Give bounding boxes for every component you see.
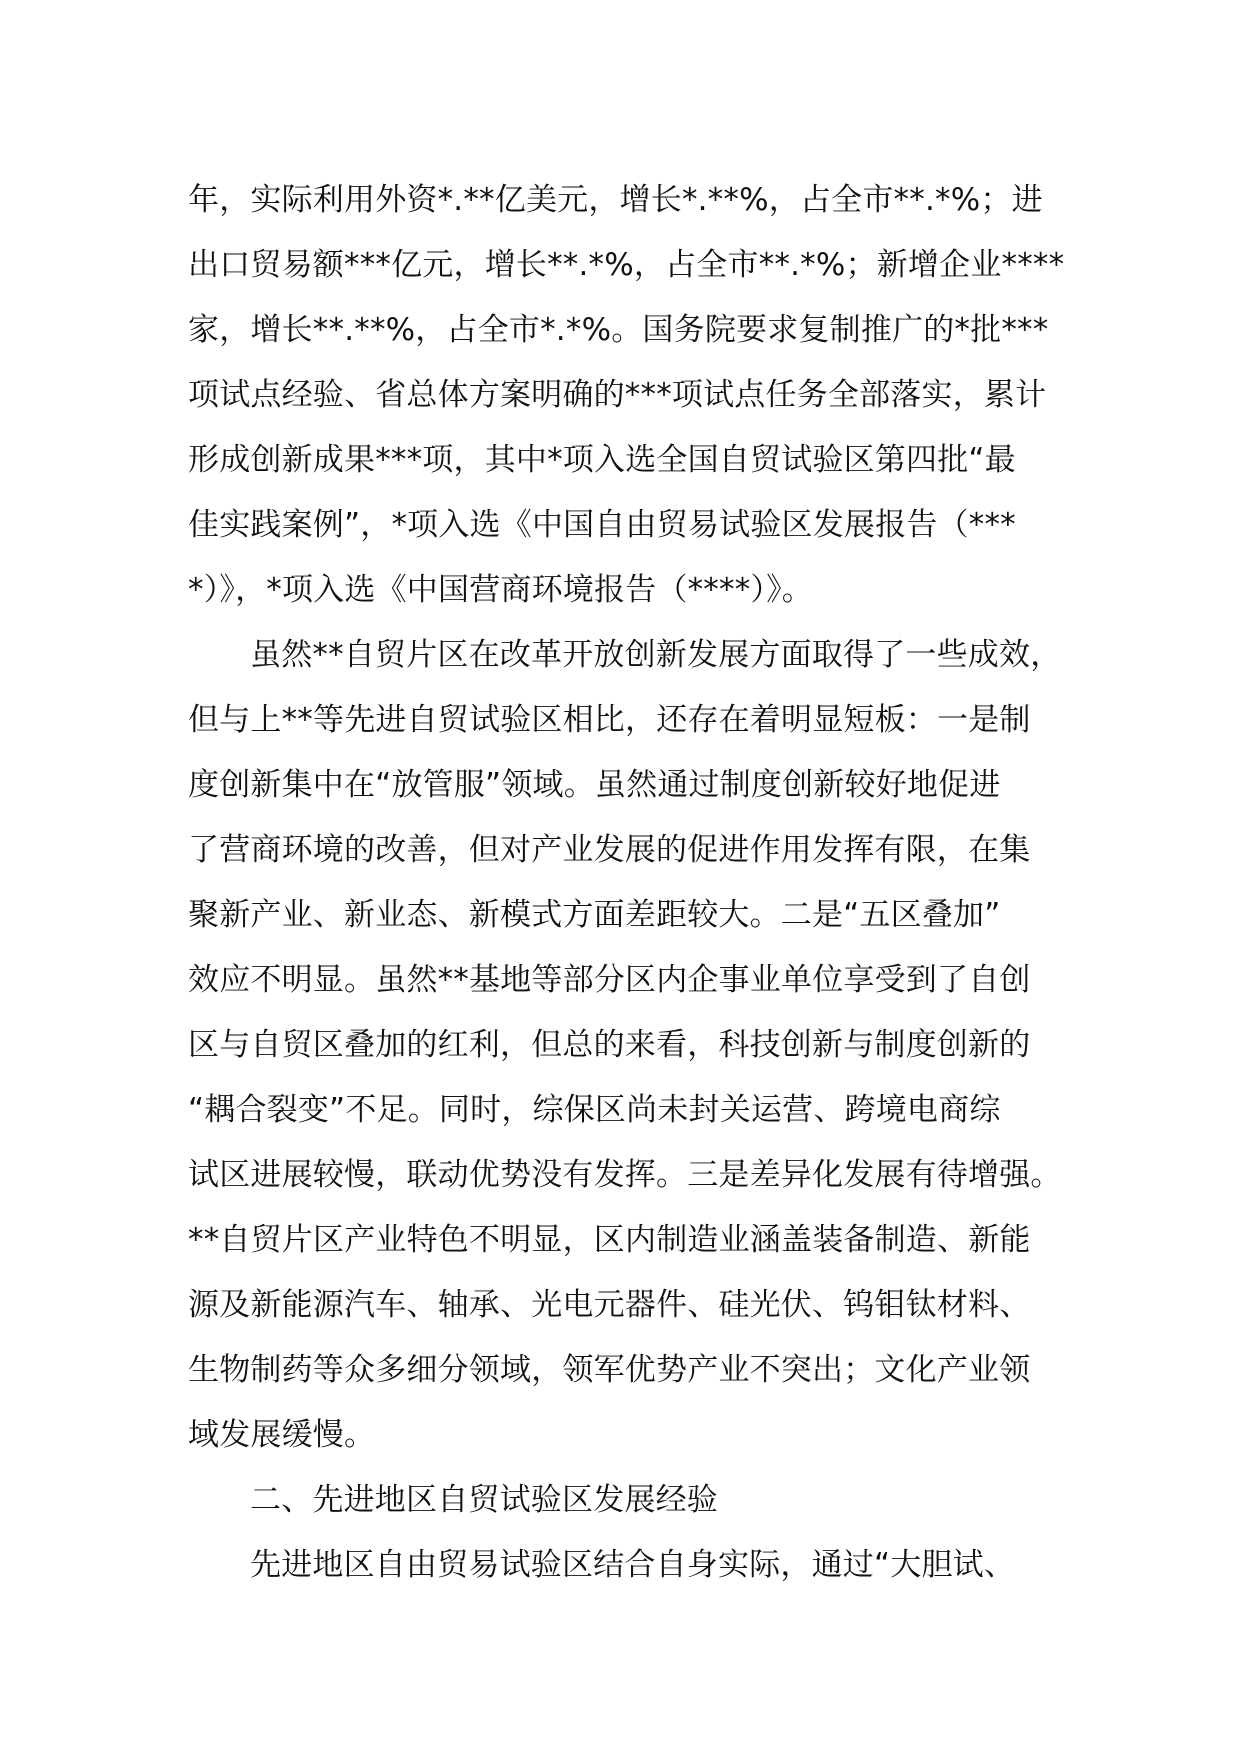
text-line: 域发展缓慢。 [188,1417,376,1453]
text-line: 了营商环境的改善，但对产业发展的促进作用发挥有限，在集 [188,832,1031,868]
text-line: 佳实践案例”，*项入选《中国自由贸易试验区发展报告（*** [188,507,1016,543]
text-line: “耦合裂变”不足。同时，综保区尚未封关运营、跨境电商综 [188,1092,1001,1128]
text-line: **自贸片区产业特色不明显，区内制造业涵盖装备制造、新能 [188,1222,1031,1258]
text-line: 出口贸易额***亿元，增长**.*%，占全市**.*%；新增企业**** [188,247,1065,283]
text-line: 年，实际利用外资*.**亿美元，增长*.**%，占全市**.*%；进 [188,182,1043,218]
text-line: 家，增长**.**%，占全市*.*%。国务院要求复制推广的*批*** [188,312,1049,348]
text-line: 但与上**等先进自贸试验区相比，还存在着明显短板：一是制 [188,702,1031,738]
text-line: 效应不明显。虽然**基地等部分区内企事业单位享受到了自创 [188,962,1031,998]
text-line: 区与自贸区叠加的红利，但总的来看，科技创新与制度创新的 [188,1027,1031,1063]
text-line: 生物制药等众多细分领域，领军优势产业不突出；文化产业领 [188,1352,1031,1388]
text-line: 聚新产业、新业态、新模式方面差距较大。二是“五区叠加” [188,897,1001,933]
document-body [188,168,1088,1598]
text-line: 形成创新成果***项，其中*项入选全国自贸试验区第四批“最 [188,442,1016,478]
text-line: *）》，*项入选《中国营商环境报告（****）》。 [188,572,813,608]
section-heading: 二、先进地区自贸试验区发展经验 [250,1482,718,1518]
paragraph-start-line: 先进地区自由贸易试验区结合自身实际，通过“大胆试、 [250,1547,1016,1583]
text-line: 源及新能源汽车、轴承、光电元器件、硅光伏、钨钼钛材料、 [188,1287,1031,1323]
text-line: 项试点经验、省总体方案明确的***项试点任务全部落实，累计 [188,377,1047,413]
text-line: 试区进展较慢，联动优势没有发挥。三是差异化发展有待增强。 [188,1157,1062,1193]
paragraph-start-line: 虽然**自贸片区在改革开放创新发展方面取得了一些成效， [250,637,1062,673]
text-line: 度创新集中在“放管服”领域。虽然通过制度创新较好地促进 [188,767,1001,803]
